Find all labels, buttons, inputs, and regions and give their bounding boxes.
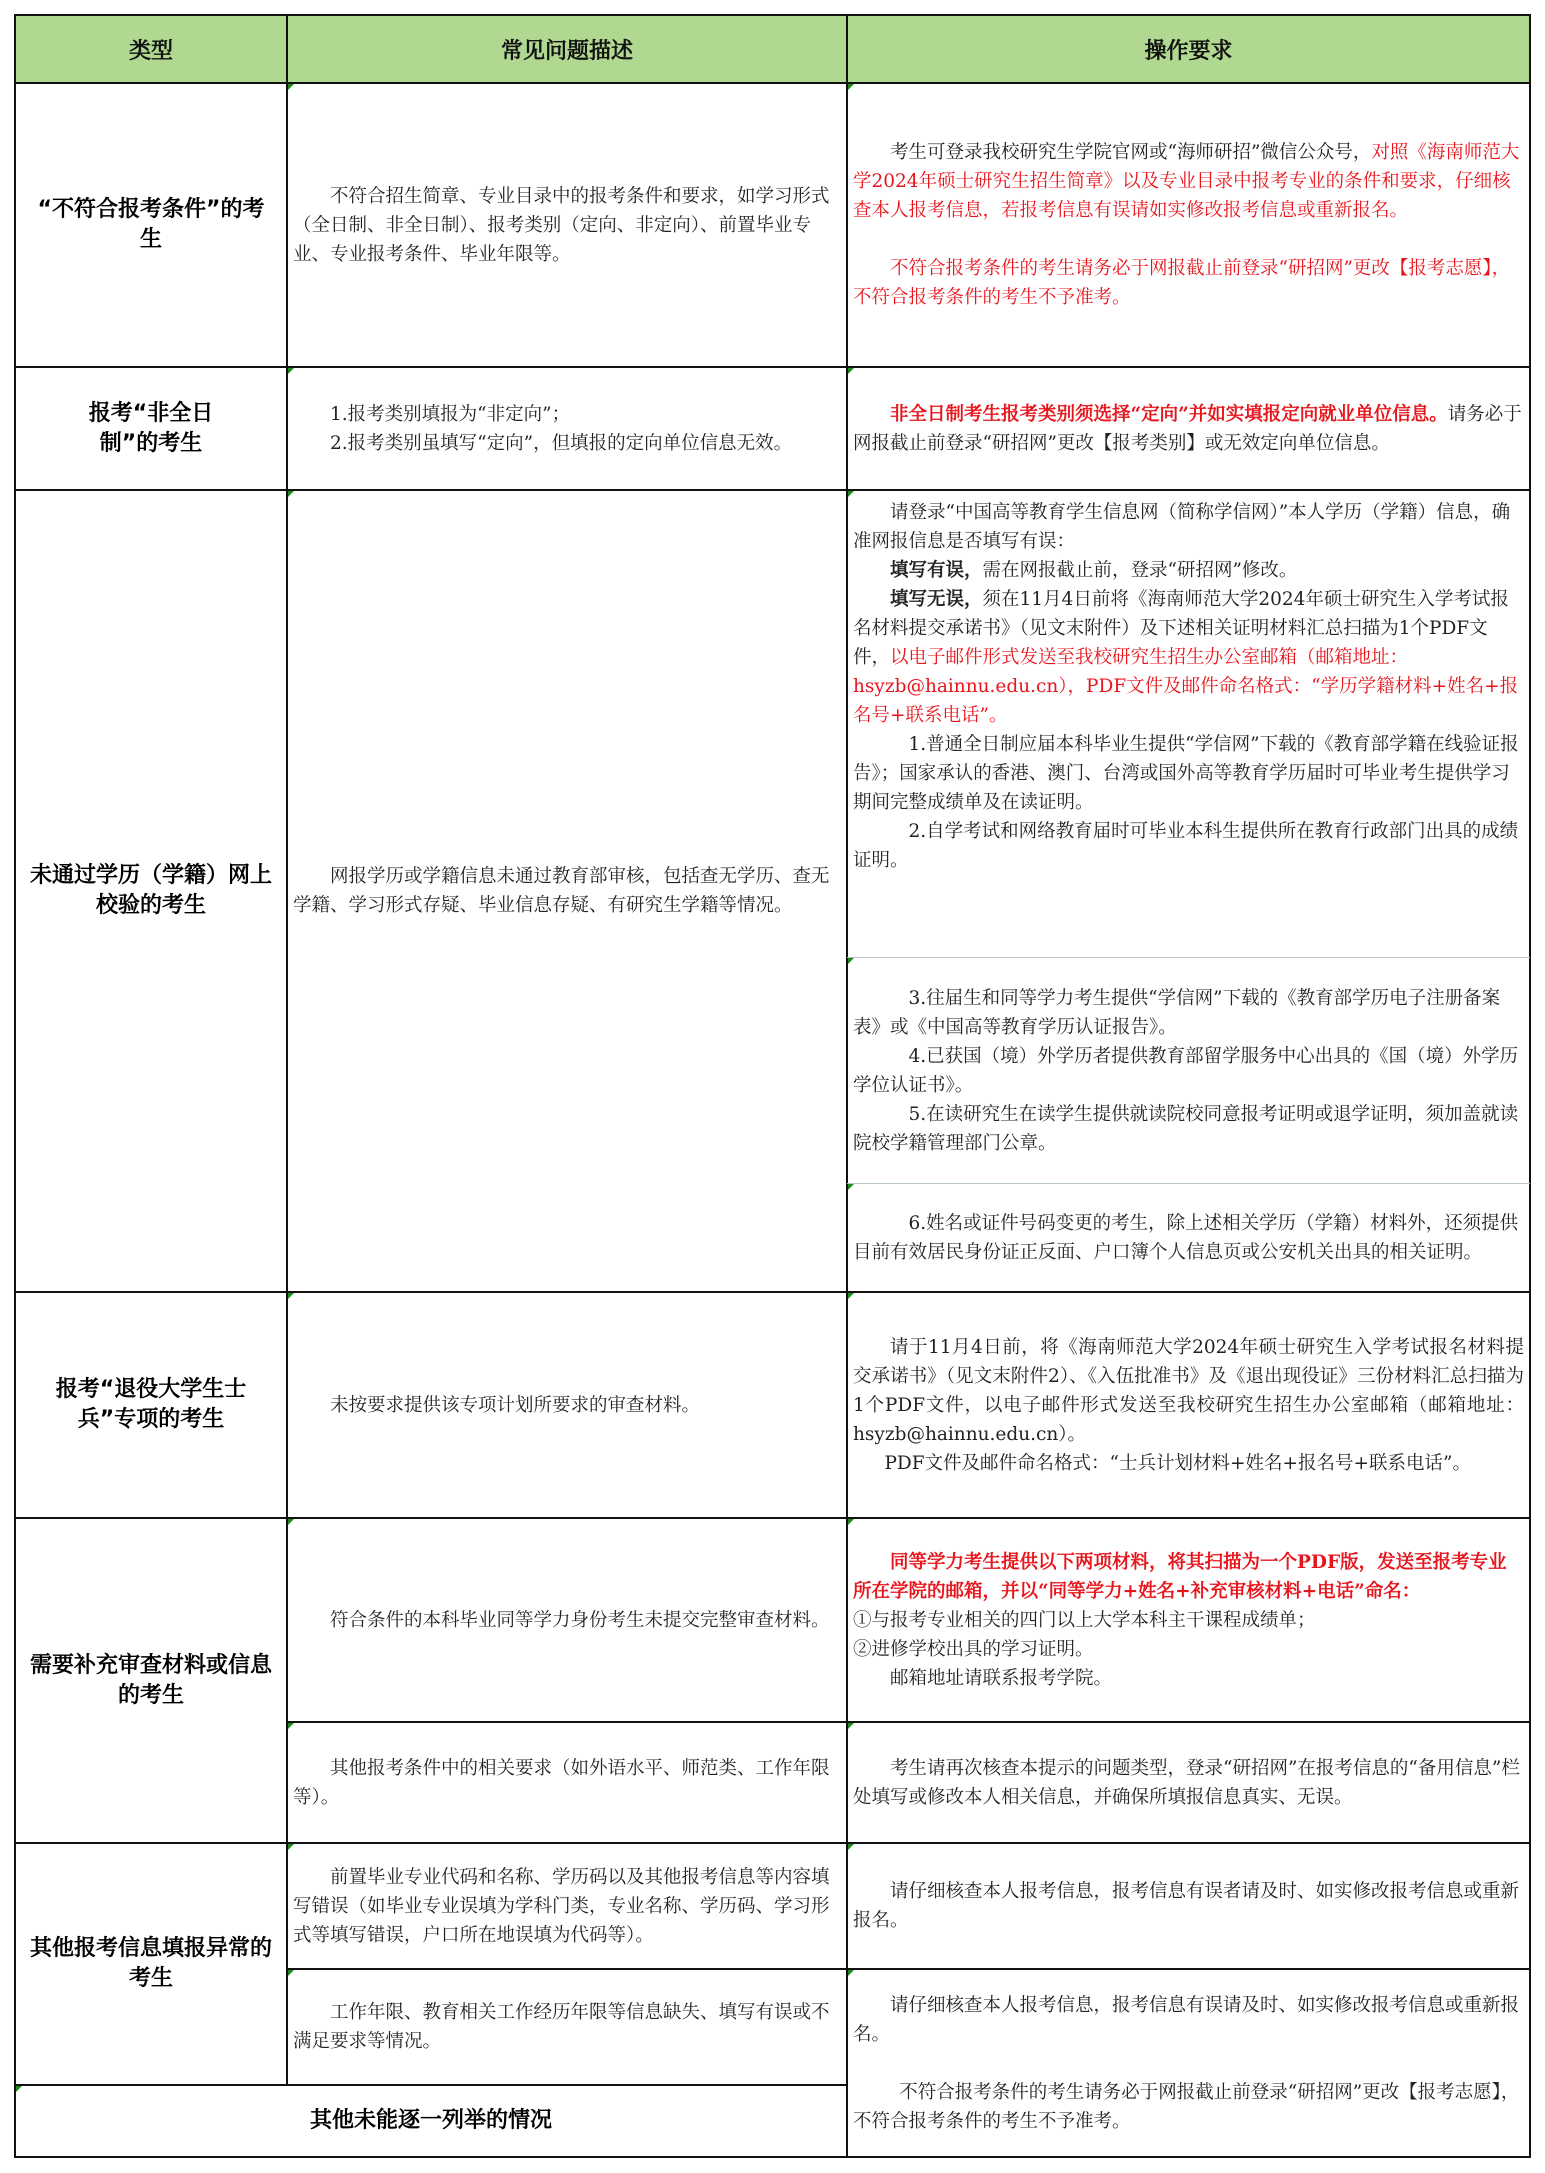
- border-row3-split1: [847, 957, 1530, 958]
- cell-marker: [848, 84, 854, 90]
- cell-marker: [288, 1844, 294, 1850]
- border-header-bottom: [14, 82, 1531, 84]
- row7-type: 其他未能逐一列举的情况: [309, 2108, 552, 2133]
- row3-req-intro: 请登录“中国高等教育学生信息网（简称学信网）”本人学历（学籍）信息，确准网报信息是否填写有误：: [853, 502, 1511, 552]
- row3-description-text: 网报学历或学籍信息未通过教育部审核，包括查无学历、查无学籍、学习形式存疑、毕业信息存疑、有研究生学籍等情况。: [293, 866, 830, 916]
- row4-type: 报考“退役大学生士兵”专项的考生: [55, 1377, 247, 1432]
- row2-req-emphasis: 非全日制考生报考类别须选择“定向”并如实填报定向就业单位信息。: [890, 403, 1448, 425]
- border-col2: [846, 15, 848, 2158]
- row5-description-a: [287, 1518, 847, 1722]
- row2-req-text: [853, 400, 1524, 458]
- border-row4-bottom: [14, 1517, 1531, 1519]
- row5-desc-b-text: 其他报考条件中的相关要求（如外语水平、师范类、工作年限等）。: [293, 1757, 830, 1808]
- row2-req-note: 请务必于网报截止前登录“研招网”更改【报考类别】或无效定向单位信息。: [853, 403, 1522, 454]
- row2-description: [287, 367, 847, 490]
- row2-desc-item1: 1.报考类别填报为“非定向”；: [330, 403, 571, 425]
- row1-req-intro: 考生可登录我校研究生学院官网或“海师研招”微信公众号，: [890, 142, 1372, 163]
- header-type: 类型: [15, 15, 287, 83]
- border-row6-bottom: [14, 2084, 848, 2086]
- row3-req-right: [853, 585, 1524, 730]
- border-row1-bottom: [14, 366, 1531, 368]
- row6-type: 其他报考信息填报异常的考生: [29, 1936, 272, 1991]
- row6-desc-b-text: 工作年限、教育相关工作经历年限等信息缺失、填写有误或不满足要求等情况。: [293, 2002, 830, 2052]
- row4-req-para2: PDF文件及邮件命名格式：“士兵计划材料+姓名+报名号+联系电话”。: [884, 1452, 1471, 1474]
- border-top: [14, 14, 1531, 16]
- row3-type: 未通过学历（学籍）网上校验的考生: [29, 863, 272, 918]
- row1-description-text: 不符合招生简章、专业目录中的报考条件和要求，如学习形式（全日制、非全日制）、报考类别（定向、非定向）、前置毕业专业、专业报考条件、毕业年限等。: [293, 185, 830, 265]
- row5-req-b-text: 考生请再次核查本提示的问题类型，登录“研招网”在报考信息的“备用信息”栏处填写或修改本人相关信息，并确保所填报信息真实、无误。: [853, 1757, 1520, 1808]
- cell-marker: [848, 1844, 854, 1850]
- cell-marker: [288, 1723, 294, 1729]
- row3-req-item4: 4.已获国（境）外学历者提供教育部留学服务中心出具的《国（境）外学历学位认证书》。: [853, 1046, 1519, 1096]
- row1-req-emphasis: 对照《海南师范大学2024年硕士研究生招生简章》以及专业目录中报考专业的条件和要求，仔细核查本人报考信息，若报考信息有误请如实修改报考信息或重新报名。: [853, 142, 1520, 221]
- cell-marker: [848, 1723, 854, 1729]
- row5-req-a-emphasis: 同等学力考生提供以下两项材料，将其扫描为一个PDF版，发送至报考专业所在学院的邮箱，并以“同等学力+姓名+补充审核材料+电话”命名：: [853, 1551, 1507, 1602]
- border-row3-bottom: [14, 1291, 1531, 1293]
- border-row3-split2: [847, 1183, 1530, 1184]
- row3-requirement-b: [847, 958, 1530, 1184]
- row3-req-item5: 5.在读研究生在读学生提供就读院校同意报考证明或退学证明，须加盖就读院校学籍管理部门公章。: [853, 1104, 1519, 1154]
- header-description: 常见问题描述: [287, 15, 847, 83]
- row3-req-item3: 3.往届生和同等学力考生提供“学信网”下载的《教育部学历电子注册备案表》或《中国高等教育学历认证报告》。: [853, 988, 1501, 1038]
- row6-req-b-para2: 不符合报考条件的考生请务必于网报截止前登录“研招网”更改【报考志愿】，不符合报考条件的考生不予准考。: [853, 2081, 1520, 2132]
- header-requirement: 操作要求: [847, 15, 1530, 83]
- row3-req-wrong-text: 需在网报截止前，登录“研招网”修改。: [982, 560, 1298, 581]
- row5-requirement-a: [847, 1518, 1530, 1722]
- row3-requirement-c: [847, 1184, 1530, 1292]
- cell-marker: [288, 1293, 294, 1299]
- row5-req-a-item1: ①与报考专业相关的四门以上大学本科主干课程成绩单；: [853, 1609, 1316, 1631]
- cell-marker: [848, 1970, 854, 1976]
- row4-requirement: [847, 1292, 1530, 1518]
- cell-marker: [848, 1184, 854, 1190]
- cell-marker: [848, 491, 854, 497]
- row4-description: [287, 1292, 847, 1518]
- border-left: [14, 15, 16, 2158]
- row3-req-item1: 1.普通全日制应届本科毕业生提供“学信网”下载的《教育部学籍在线验证报告》；国家承认的香港、澳门、台湾或国外高等教育学历届时可毕业考生提供学习期间完整成绩单及在读证明。: [853, 734, 1519, 813]
- cell-marker: [848, 1519, 854, 1525]
- row3-req-right-text: 须在11月4日前将《海南师范大学2024年硕士研究生入学考试报名材料提交承诺书》（见文末附件）及下述相关证明材料汇总扫描为1个PDF文件，: [853, 589, 1509, 668]
- cell-marker: [288, 1519, 294, 1525]
- border-row2-bottom: [14, 489, 1531, 491]
- row6-req-a-text: 请仔细核查本人报考信息，报考信息有误者请及时、如实修改报考信息或重新报名。: [853, 1881, 1520, 1931]
- cell-marker: [848, 1293, 854, 1299]
- border-bottom: [14, 2156, 1531, 2158]
- row1-description: [287, 83, 847, 367]
- row2-desc-item2: 2.报考类别虽填写“定向”，但填报的定向单位信息无效。: [330, 432, 793, 454]
- border-row5-split: [287, 1721, 1531, 1723]
- row3-req-item2: 2.自学考试和网络教育届时可毕业本科生提供所在教育行政部门出具的成绩证明。: [853, 821, 1519, 871]
- border-right: [1529, 15, 1531, 2158]
- row5-type: 需要补充审查材料或信息的考生: [29, 1652, 272, 1708]
- cell-marker: [288, 491, 294, 497]
- row3-req-wrong: [853, 556, 1524, 585]
- row4-req-para1: 请于11月4日前，将《海南师范大学2024年硕士研究生入学考试报名材料提交承诺书》（见文末附件2）、《入伍批准书》及《退出现役证》三份材料汇总扫描为1个PDF文件，以电子邮件形式发送至我校研究生招生办公室邮箱（邮箱地址：hsyzb@hainnu.edu.cn）。: [853, 1336, 1524, 1445]
- row6-description-b: [287, 1969, 847, 2085]
- row5-req-a-item2: ②进修学校出具的学习证明。: [853, 1638, 1094, 1660]
- row6-desc-a-text: 前置毕业专业代码和名称、学历码以及其他报考信息等内容填写错误（如毕业专业误填为学科门类，专业名称、学历码、学习形式等填写错误，户口所在地误填为代码等）。: [293, 1866, 830, 1946]
- row6-requirement-a: [847, 1843, 1530, 1969]
- border-col1: [286, 15, 288, 2085]
- row1-type: “不符合报考条件”的考生: [37, 197, 265, 252]
- row6-req-b-para1: 请仔细核查本人报考信息，报考信息有误请及时、如实修改报考信息或重新报名。: [853, 1994, 1520, 2045]
- row3-req-right-emphasis: 以电子邮件形式发送至我校研究生招生办公室邮箱（邮箱地址：hsyzb@hainnu.edu.cn），PDF文件及邮件命名格式：“学历学籍材料+姓名+报名号+联系电话”。: [853, 647, 1519, 726]
- row5-description-b: [287, 1722, 847, 1843]
- cell-marker: [288, 1970, 294, 1976]
- cell-marker: [288, 84, 294, 90]
- row3-description: [287, 490, 847, 1292]
- row1-req-para2: 不符合报考条件的考生请务必于网报截止前登录“研招网”更改【报考志愿】，不符合报考条件的考生不予准考。: [853, 258, 1511, 308]
- cell-marker: [288, 368, 294, 374]
- row2-requirement: [847, 367, 1530, 490]
- row5-desc-a-text: 符合条件的本科毕业同等学力身份考生未提交完整审查材料。: [330, 1609, 830, 1631]
- row3-requirement-a: [847, 492, 1530, 957]
- row3-req-wrong-label: 填写有误，: [890, 560, 983, 581]
- cell-marker: [848, 368, 854, 374]
- row1-requirement: [847, 83, 1530, 367]
- row6-requirement-b: [847, 1969, 1530, 2157]
- cell-marker: [848, 958, 854, 964]
- row4-description-text: 未按要求提供该专项计划所要求的审查材料。: [330, 1394, 701, 1416]
- cell-marker: [16, 2086, 22, 2092]
- row3-req-right-label: 填写无误，: [890, 589, 983, 610]
- row6-description-a: [287, 1843, 847, 1969]
- row5-requirement-b: [847, 1722, 1530, 1843]
- row5-req-a-note: 邮箱地址请联系报考学院。: [890, 1667, 1113, 1689]
- row2-type: 报考“非全日制”的考生: [88, 400, 214, 456]
- row1-req-para1: [853, 138, 1524, 225]
- border-row6-split: [287, 1968, 1531, 1970]
- row3-req-item6: 6.姓名或证件号码变更的考生，除上述相关学历（学籍）材料外，还须提供目前有效居民身份证正反面、户口簿个人信息页或公安机关出具的相关证明。: [853, 1213, 1519, 1263]
- border-row5-bottom: [14, 1842, 1531, 1844]
